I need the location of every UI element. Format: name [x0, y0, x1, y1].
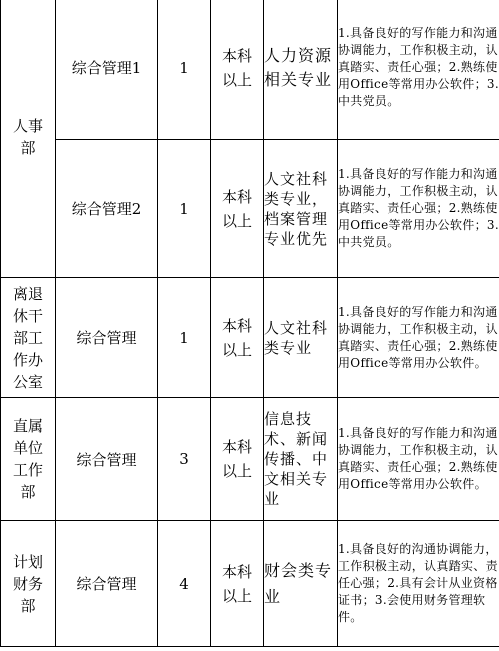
department-name: 计划财务部	[12, 552, 43, 615]
department-name: 离退休干部工作办公室	[12, 284, 43, 391]
major-cell	[264, 0, 338, 140]
education-line-1: 本科	[221, 187, 252, 206]
table-row	[1, 0, 499, 140]
headcount: 4	[179, 574, 189, 593]
requirements-cell	[338, 521, 499, 647]
requirements-text: 1.具备良好的沟通协调能力，工作积极主动，认真踏实、责任心强；2.具有会计从业资格证书；3.会使用财务管理软件。	[338, 542, 498, 624]
education-cell	[211, 278, 264, 398]
position-cell	[56, 140, 158, 278]
department-cell	[1, 521, 56, 647]
count-cell	[158, 140, 211, 278]
requirements-cell	[338, 278, 499, 398]
table-row	[1, 278, 499, 398]
count-cell	[158, 0, 211, 140]
department-cell	[1, 278, 56, 398]
headcount: 1	[179, 199, 189, 218]
position-name: 综合管理	[76, 450, 137, 469]
position-name: 综合管理2	[71, 200, 142, 218]
headcount: 3	[179, 450, 189, 468]
education-cell	[211, 521, 264, 647]
headcount: 1	[179, 58, 189, 77]
education-line-1: 本科	[221, 46, 252, 65]
department-cell	[1, 398, 56, 521]
count-cell	[158, 398, 211, 521]
position-cell	[56, 521, 158, 647]
major-text: 人文社科类专业	[264, 318, 329, 357]
position-name: 综合管理	[76, 575, 137, 593]
count-cell	[158, 521, 211, 647]
education-line-1: 本科	[221, 316, 252, 335]
major-cell	[264, 278, 338, 398]
education-line-2: 以上	[221, 70, 252, 89]
requirements-cell	[338, 398, 499, 521]
education-cell	[211, 398, 264, 521]
table-row	[1, 140, 499, 278]
requirements-text: 1.具备良好的写作能力和沟通协调能力，工作积极主动，认真踏实、责任心强；2.熟练使用Office等常用办公软件；3.中共党员。	[338, 26, 499, 108]
requirements-cell	[338, 0, 499, 140]
position-cell	[56, 278, 158, 398]
requirements-cell	[338, 140, 499, 278]
headcount: 1	[179, 328, 189, 347]
major-cell	[264, 398, 338, 521]
table-row	[1, 398, 499, 521]
position-cell	[56, 0, 158, 140]
requirements-text: 1.具备良好的写作能力和沟通协调能力，工作积极主动，认真踏实、责任心强；2.熟练使用Office等常用办公软件；3.中共党员。	[338, 167, 499, 249]
education-line-2: 以上	[221, 586, 252, 605]
major-text: 人文社科类专业，档案管理专业优先	[264, 169, 329, 248]
education-line-1: 本科	[221, 562, 252, 581]
major-text: 财会类专业	[264, 560, 333, 606]
education-line-2: 以上	[221, 340, 252, 359]
position-cell	[56, 398, 158, 521]
education-line-2: 以上	[221, 462, 252, 480]
education-cell	[211, 140, 264, 278]
education-cell	[211, 0, 264, 140]
department-name: 直属单位工作部	[12, 417, 43, 501]
position-name: 综合管理1	[71, 59, 142, 77]
major-text: 信息技术、新闻传播、中文相关专业	[264, 410, 329, 508]
major-text: 人力资源相关专业	[264, 45, 333, 89]
department-cell	[1, 0, 56, 278]
education-line-1: 本科	[221, 438, 252, 456]
major-cell	[264, 140, 338, 278]
requirements-text: 1.具备良好的写作能力和沟通协调能力，工作积极主动，认真踏实、责任心强；2.熟练使用Office等常用办公软件。	[338, 426, 498, 491]
department-name: 人事部	[12, 116, 43, 157]
position-name: 综合管理	[76, 329, 137, 347]
table-row	[1, 521, 499, 647]
education-line-2: 以上	[221, 211, 252, 230]
major-cell	[264, 521, 338, 647]
count-cell	[158, 278, 211, 398]
requirements-text: 1.具备良好的写作能力和沟通协调能力，工作积极主动，认真踏实、责任心强；2.熟练使用Office等常用办公软件。	[338, 304, 498, 370]
